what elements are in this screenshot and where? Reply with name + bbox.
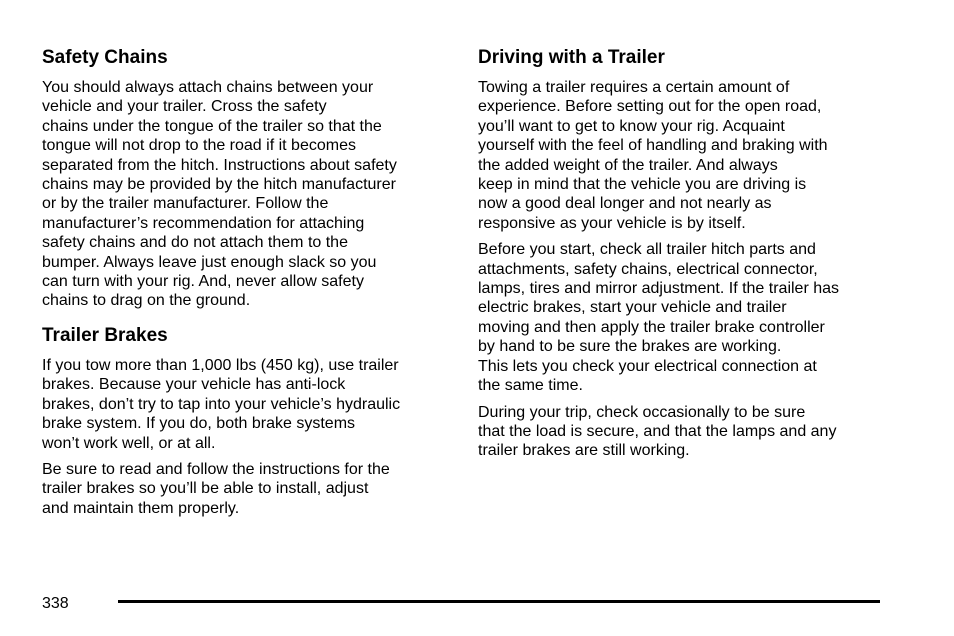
text-line: safety chains and do not attach them to the bbox=[42, 234, 348, 252]
text-line: and maintain them properly. bbox=[42, 499, 240, 517]
text-line: separated from the hitch. Instructions about safety bbox=[42, 156, 397, 174]
paragraph-safety-chains bbox=[42, 78, 452, 311]
text-line: keep in mind that the vehicle you are driving is bbox=[478, 176, 807, 194]
text-line: manufacturer’s recommendation for attaching bbox=[42, 214, 365, 232]
right-column bbox=[478, 46, 898, 468]
text-line: chains to drag on the ground. bbox=[42, 292, 251, 310]
heading-safety-chains: Safety Chains bbox=[42, 47, 168, 68]
paragraph-driving-3 bbox=[478, 403, 898, 461]
text-line: can turn with your rig. And, never allow safety bbox=[42, 273, 364, 291]
text-line: that the load is secure, and that the lamps and any bbox=[478, 422, 837, 440]
text-line: Be sure to read and follow the instructions for the bbox=[42, 460, 390, 478]
text-line: You should always attach chains between your bbox=[42, 79, 374, 96]
heading-trailer-brakes: Trailer Brakes bbox=[42, 324, 168, 346]
page-number: 338 bbox=[42, 595, 69, 612]
text-line: won’t work well, or at all. bbox=[42, 434, 216, 452]
text-line: attachments, safety chains, electrical connector, bbox=[478, 260, 818, 278]
text-line: the added weight of the trailer. And always bbox=[478, 156, 778, 174]
text-line: moving and then apply the trailer brake controller bbox=[478, 318, 825, 336]
paragraph-trailer-brakes-2 bbox=[42, 460, 452, 518]
text-line: electric brakes, start your vehicle and trailer bbox=[478, 299, 787, 317]
paragraph-driving-1 bbox=[478, 78, 898, 233]
text-line: If you tow more than 1,000 lbs (450 kg), use trailer bbox=[42, 356, 399, 374]
text-line: bumper. Always leave just enough slack so you bbox=[42, 253, 377, 271]
text-line: brake system. If you do, both brake systems bbox=[42, 415, 356, 433]
footer-rule bbox=[118, 600, 880, 603]
text-line: or by the trailer manufacturer. Follow the bbox=[42, 195, 329, 213]
text-line: responsive as your vehicle is by itself. bbox=[478, 214, 746, 232]
text-line: This lets you check your electrical connection at bbox=[478, 357, 817, 375]
text-line: lamps, tires and mirror adjustment. If the trailer has bbox=[478, 280, 840, 298]
text-line: chains under the tongue of the trailer so that the bbox=[42, 117, 382, 135]
left-column bbox=[42, 46, 452, 525]
text-line: trailer brakes so you’ll be able to install, adjust bbox=[42, 480, 369, 498]
text-line: experience. Before setting out for the open road, bbox=[478, 98, 822, 116]
text-line: vehicle and your trailer. Cross the safety bbox=[42, 98, 327, 116]
heading-driving-with-trailer: Driving with a Trailer bbox=[478, 47, 665, 68]
paragraph-trailer-brakes-1 bbox=[42, 356, 452, 453]
text-line: trailer brakes are still working. bbox=[478, 442, 690, 460]
text-line: now a good deal longer and not nearly as bbox=[478, 195, 772, 213]
text-line: During your trip, check occasionally to be sure bbox=[478, 403, 806, 421]
text-line: you’ll want to get to know your rig. Acquaint bbox=[478, 117, 785, 135]
text-line: Before you start, check all trailer hitch parts and bbox=[478, 241, 816, 259]
text-line: by hand to be sure the brakes are working. bbox=[478, 338, 782, 356]
text-line: brakes. Because your vehicle has anti-lock bbox=[42, 376, 346, 394]
text-line: Towing a trailer requires a certain amount of bbox=[478, 79, 790, 96]
text-line: brakes, don’t try to tap into your vehicle’s hydraulic bbox=[42, 395, 401, 413]
text-line: the same time. bbox=[478, 377, 583, 395]
text-line: tongue will not drop to the road if it becomes bbox=[42, 137, 356, 155]
text-line: chains may be provided by the hitch manufacturer bbox=[42, 176, 396, 194]
text-line: yourself with the feel of handling and braking with bbox=[478, 137, 828, 155]
paragraph-driving-2 bbox=[478, 240, 898, 395]
